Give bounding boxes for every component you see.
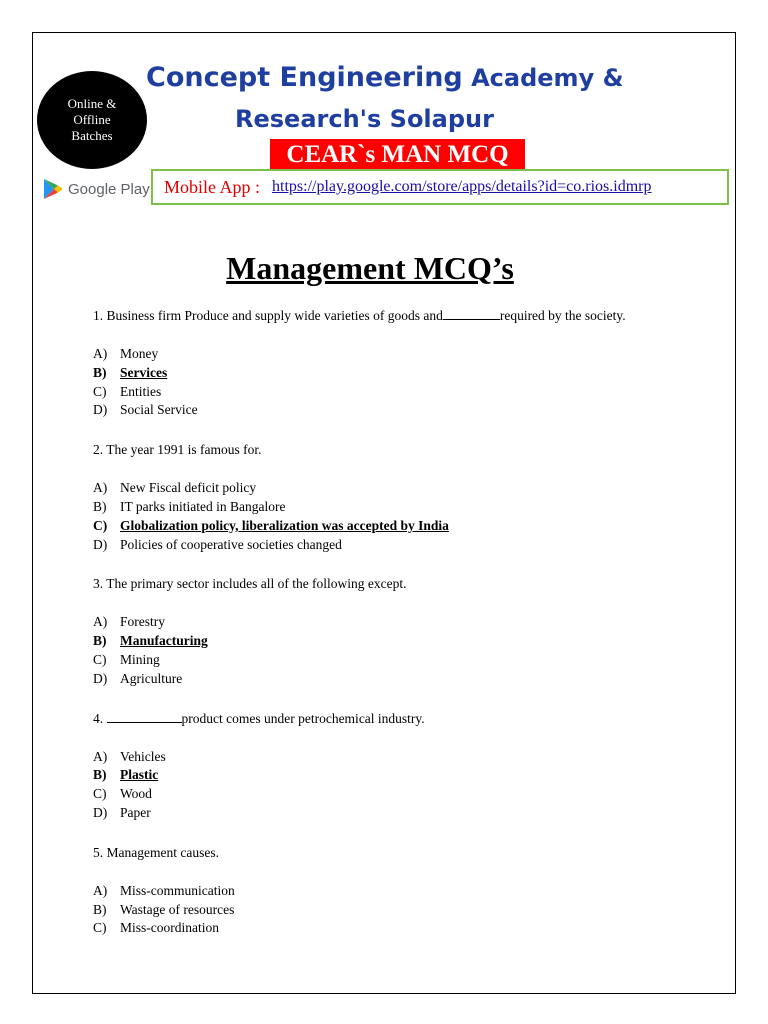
google-play-logo[interactable]	[43, 178, 150, 200]
question-text	[93, 710, 653, 727]
option-text: Globalization policy, liberalization was accepted by India	[120, 517, 449, 533]
option-text: Agriculture	[120, 670, 183, 686]
mobile-app-box	[151, 169, 729, 205]
option-key: B)	[93, 767, 107, 783]
options-list	[93, 613, 653, 688]
question-text	[93, 307, 653, 324]
option-item	[93, 748, 653, 767]
option-text: New Fiscal deficit policy	[120, 480, 257, 496]
option-text: Services	[120, 364, 168, 380]
option-item	[93, 804, 653, 823]
academy-name-suffix: Academy &	[462, 64, 624, 92]
option-text: Social Service	[120, 402, 198, 418]
options-list	[93, 479, 653, 554]
option-item	[93, 401, 653, 420]
question-text	[93, 844, 653, 861]
question-stem: 4.	[93, 710, 107, 726]
option-text: Mining	[120, 651, 160, 667]
option-key: D)	[93, 402, 108, 418]
question-stem-end: required by the society.	[499, 308, 626, 323]
google-play-label: Google Play	[68, 180, 150, 198]
batches-badge	[37, 71, 147, 169]
option-item	[93, 882, 653, 901]
option-text: Forestry	[120, 614, 165, 630]
option-key: D)	[93, 804, 108, 820]
option-text: Miss-communication	[120, 882, 235, 898]
option-key: A)	[93, 748, 108, 764]
option-key: C)	[93, 517, 108, 533]
answer-blank	[107, 710, 182, 723]
option-key: D)	[93, 536, 108, 552]
option-text: Wood	[120, 786, 152, 802]
option-key: C)	[93, 920, 107, 936]
option-text: Entities	[120, 383, 162, 399]
option-item	[93, 613, 653, 632]
page-title: Management MCQ’s	[226, 250, 514, 286]
academy-title-line1	[146, 62, 624, 93]
option-item	[93, 651, 653, 670]
option-item	[93, 383, 653, 402]
question-list	[93, 307, 653, 959]
option-text: Paper	[120, 804, 151, 820]
option-key: B)	[93, 633, 107, 649]
academy-name: Concept Engineering	[146, 62, 463, 93]
question-stem: 2. The year 1991 is famous for.	[93, 442, 262, 458]
mobile-app-label: Mobile App :	[164, 176, 261, 197]
option-item	[93, 536, 653, 555]
option-key: D)	[93, 670, 108, 686]
option-key: A)	[93, 346, 108, 361]
option-key: B)	[93, 498, 107, 514]
option-item	[93, 345, 653, 364]
options-list	[93, 345, 653, 420]
option-item	[93, 479, 653, 498]
option-item	[93, 498, 653, 517]
question-stem-end: product comes under petrochemical industry.	[181, 710, 425, 726]
option-key: B)	[93, 364, 107, 380]
badge-line: Online &	[67, 96, 117, 111]
option-key: C)	[93, 651, 107, 667]
option-item	[93, 670, 653, 689]
option-text: Money	[120, 346, 159, 361]
option-item	[93, 901, 653, 920]
option-key: C)	[93, 786, 107, 802]
option-key: A)	[93, 882, 108, 898]
option-text: Miss-coordination	[120, 920, 219, 936]
option-text: Manufacturing	[120, 633, 208, 649]
option-item	[93, 785, 653, 804]
option-text: IT parks initiated in Bangalore	[120, 498, 286, 514]
banner-title: CEAR`s MAN MCQ	[270, 139, 525, 170]
academy-title-line2: Research's Solapur	[235, 105, 494, 133]
option-key: B)	[93, 901, 107, 917]
option-item	[93, 919, 653, 938]
option-text: Wastage of resources	[120, 901, 235, 917]
options-list	[93, 748, 653, 823]
option-text: Policies of cooperative societies changed	[120, 536, 342, 552]
option-key: A)	[93, 614, 108, 630]
option-text: Vehicles	[120, 748, 166, 764]
options-list	[93, 882, 653, 938]
question-text	[93, 575, 653, 592]
correct-option	[93, 364, 653, 383]
option-key: C)	[93, 383, 107, 399]
correct-option	[93, 517, 653, 536]
badge-line: Batches	[71, 128, 113, 143]
correct-option	[93, 766, 653, 785]
question-text	[93, 441, 653, 458]
mobile-app-link[interactable]: https://play.google.com/store/apps/details?id=co.rios.idmrp	[272, 178, 652, 195]
google-play-icon	[43, 178, 63, 200]
correct-option	[93, 632, 653, 651]
question-stem: 3. The primary sector includes all of the following except.	[93, 576, 407, 592]
answer-blank	[443, 307, 500, 320]
option-key: A)	[93, 480, 108, 496]
badge-line: Offline	[73, 112, 111, 127]
option-text: Plastic	[120, 767, 159, 783]
question-stem: 5. Management causes.	[93, 844, 219, 860]
question-stem: 1. Business firm Produce and supply wide varieties of goods and	[93, 308, 443, 323]
